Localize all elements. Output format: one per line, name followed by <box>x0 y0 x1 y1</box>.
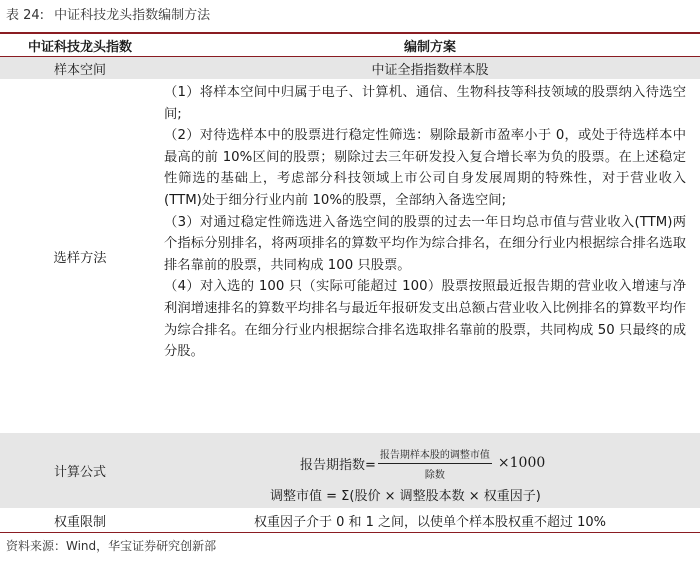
table-number: 表 24: <box>6 8 45 23</box>
source-note: 资料来源：Wind，华宝证券研究创新部 <box>6 539 217 553</box>
sample-space-label: 样本空间 <box>53 62 106 78</box>
formula-label: 计算公式 <box>53 465 106 480</box>
bottom-rule <box>0 532 700 533</box>
header-col-plan: 编制方案 <box>403 39 456 55</box>
index-formula <box>300 443 545 483</box>
table-caption <box>6 5 210 27</box>
selection-step-2: （2）对待选样本中的股票进行稳定性筛选：剔除最新市盈率小于 0，或处于待选样本中最高的前 10%区间的股票；剔除过去三年研发投入复合增长率为负的股票。在上述稳定性筛选的基础上，考虑部分科技领域上市公司自身发展周期的特殊性，对于营业收入(TTM)处于细分行业内前 10%的股票，全部纳入备选空间; <box>164 128 686 208</box>
sample-space-value: 中证全指指数样本股 <box>371 62 489 78</box>
formula-multiplier: ×1000 <box>497 455 546 471</box>
selection-method-content <box>160 79 700 433</box>
table-title: 中证科技龙头指数编制方法 <box>54 8 211 23</box>
adjusted-market-value-formula: 调整市值 = Σ(股价 × 调整股本数 × 权重因子) <box>270 489 541 504</box>
weight-limit-value: 权重因子介于 0 和 1 之间，以使单个样本股权重不超过 10% <box>253 514 607 530</box>
formula-fraction <box>378 446 492 481</box>
selection-step-3: （3）对通过稳定性筛选进入备选空间的股票的过去一年日均总市值与营业收入(TTM)两个指标分别排名，将两项排名的算数平均作为综合排名，在细分行业内根据综合排名选取排名靠前的股票，共同构成 100 只股票。 <box>164 214 686 273</box>
table-row-formula <box>0 433 700 508</box>
formula-lhs: 报告期指数= <box>300 457 376 473</box>
formula-numerator: 报告期样本股的调整市值 <box>378 446 492 464</box>
selection-step-1: （1）将样本空间中归属于电子、计算机、通信、生物科技等科技领域的股票纳入待选空间; <box>164 85 686 122</box>
table-row-sample-space <box>0 57 700 79</box>
selection-step-4: （4）对入选的 100 只（实际可能超过 100）股票按照最近报告期的营业收入增速与净利润增速排名的算数平均排名与最近年报研发支出总额占营业收入比例排名的算数平均作为综合排名。在细分行业内根据综合排名选取排名靠前的股票，共同构成 50 只最终的成分股。 <box>164 279 686 360</box>
weight-limit-label: 权重限制 <box>53 514 106 530</box>
table-row-weight-limit <box>0 508 700 532</box>
formula-denominator: 除数 <box>424 469 445 481</box>
header-col-index: 中证科技龙头指数 <box>27 39 132 55</box>
table-row-selection-method <box>0 79 700 433</box>
table-header <box>0 34 700 56</box>
formula-content <box>160 433 700 508</box>
selection-method-label: 选样方法 <box>53 250 107 266</box>
